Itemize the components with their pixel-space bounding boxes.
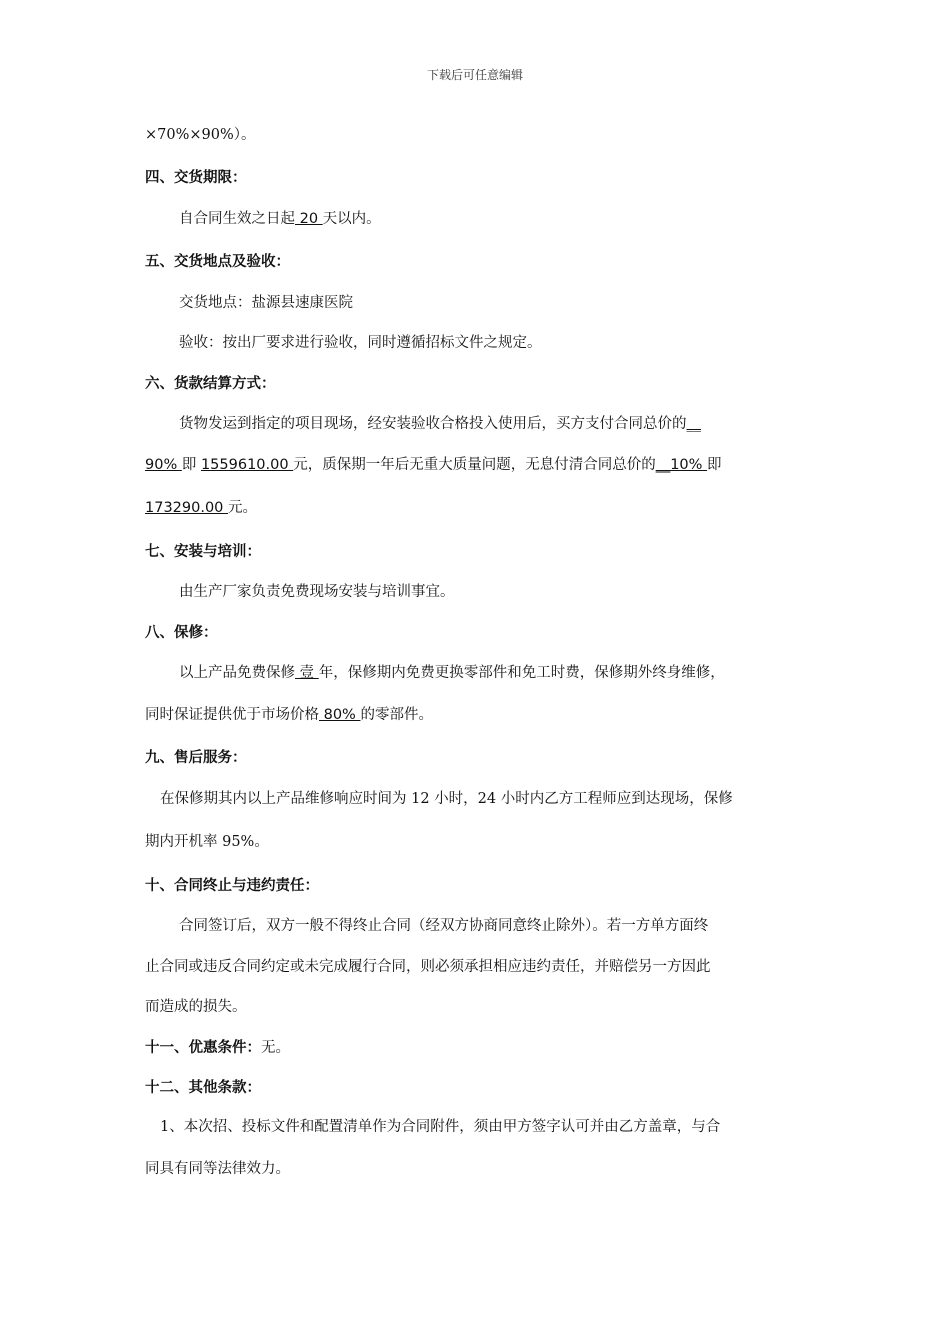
blank-underline: __ (686, 416, 701, 432)
text-span: 即 (181, 457, 197, 473)
section-title-delivery-period: 四、交货期限： (145, 170, 247, 186)
paragraph-warranty-line2 (145, 705, 433, 725)
paragraph-termination-line3: 而造成的损失。 (145, 999, 247, 1015)
days-value: 20 (295, 211, 323, 227)
text-span: 即 (707, 457, 722, 473)
section-title-delivery-place: 五、交货地点及验收： (145, 254, 290, 270)
payment-percent-1: 90% (145, 457, 182, 473)
paragraph-delivery-place: 交货地点：盐源县速康医院 (179, 295, 353, 311)
paragraph-delivery-period (179, 209, 381, 229)
paragraph-termination-line1: 合同签订后，双方一般不得终止合同（经双方协商同意终止除外）。若一方单方面终 (179, 918, 709, 934)
text-span: 以上产品免费保修 (179, 665, 295, 681)
payment-amount-2: 173290.00 (145, 500, 229, 516)
payment-percent-2: __10% (655, 457, 708, 473)
text-span: 货物发运到指定的项目现场，经安装验收合格投入使用后，买方支付合同总价的 (179, 416, 687, 432)
paragraph-acceptance: 验收：按出厂要求进行验收，同时遵循招标文件之规定。 (179, 335, 542, 351)
text-span: 元。 (228, 500, 258, 516)
text-span: 的零部件。 (360, 707, 433, 723)
paragraph-termination-line2: 止合同或违反合同约定或未完成履行合同，则必须承担相应违约责任，并赔偿另一方因此 (145, 959, 711, 975)
text-span: 同时保证提供优于市场价格 (145, 707, 319, 723)
section-title-termination: 十、合同终止与违约责任： (145, 878, 319, 894)
discount-value: 无。 (261, 1040, 290, 1056)
paragraph-after-sales-line1: 在保修期其内以上产品维修响应时间为 12 小时，24 小时内乙方工程师应到达现场，保修 (160, 791, 733, 807)
section-title-payment: 六、货款结算方式： (145, 376, 276, 392)
section-title-discount: 十一、优惠条件： (145, 1040, 261, 1056)
paragraph-continuation: ×70%×90%）。 (145, 127, 256, 143)
paragraph-warranty-line1 (179, 663, 725, 683)
paragraph-payment-line1 (179, 414, 701, 434)
text-span: 自合同生效之日起 (179, 211, 295, 227)
section-discount (145, 1038, 290, 1058)
paragraph-other-terms-line2: 同具有同等法律效力。 (145, 1161, 290, 1177)
paragraph-other-terms-line1: 1、本次招、投标文件和配置清单作为合同附件，须由甲方签字认可并由乙方盖章，与合 (160, 1119, 721, 1135)
paragraph-installation: 由生产厂家负责免费现场安装与培训事宜。 (179, 584, 455, 600)
text-span: 年，保修期内免费更换零部件和免工时费，保修期外终身维修， (318, 665, 725, 681)
section-title-warranty: 八、保修： (145, 625, 218, 641)
section-title-installation: 七、安装与培训： (145, 544, 261, 560)
section-title-after-sales: 九、售后服务： (145, 750, 247, 766)
section-title-other-terms: 十二、其他条款： (145, 1080, 261, 1096)
text-span: 元，质保期一年后无重大质量问题，无息付清合同总价的 (293, 457, 656, 473)
page-header: 下载后可任意编辑 (426, 68, 523, 82)
warranty-years: 壹 (295, 665, 319, 681)
text-span: 天以内。 (322, 211, 381, 227)
paragraph-after-sales-line2: 期内开机率 95%。 (145, 834, 269, 850)
payment-amount-1: 1559610.00 (200, 457, 294, 473)
paragraph-payment-line3 (145, 498, 257, 518)
paragraph-payment-line2 (145, 455, 722, 475)
parts-price-percent: 80% (319, 707, 361, 723)
